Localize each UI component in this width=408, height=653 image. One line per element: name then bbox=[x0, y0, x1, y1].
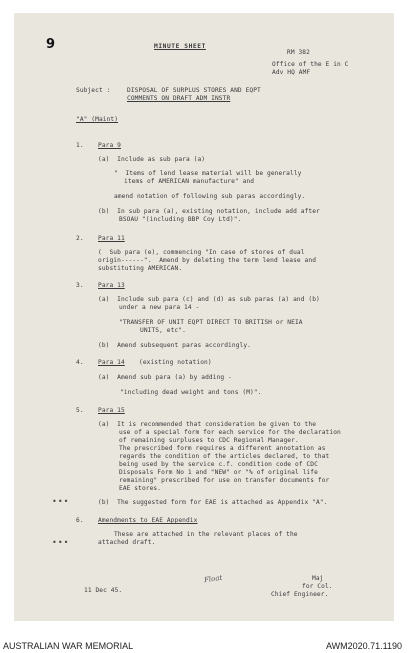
item-heading: Para 11 bbox=[98, 235, 125, 242]
body-line: (a) Amend sub para (a) by adding - bbox=[98, 374, 232, 381]
subject-line-2: COMMENTS ON DRAFT ADM INSTR bbox=[127, 95, 231, 102]
item-number: 6. bbox=[76, 517, 84, 524]
body-line: ( Sub para (e), commencing "In case of stores of dual bbox=[98, 249, 305, 256]
punch-hole-mark: 9 bbox=[46, 37, 56, 52]
body-line: UNITS, etc". bbox=[140, 327, 186, 334]
item-number: 2. bbox=[76, 235, 84, 242]
body-line: items of AMERICAN manufacture" and bbox=[124, 178, 255, 185]
item-number: 3. bbox=[76, 282, 84, 289]
body-line: "TRANSFER OF UNIT EQPT DIRECT TO BRITISH or NEIA bbox=[119, 319, 303, 326]
body-line: regards the condition of the articles declared, to that bbox=[119, 453, 330, 460]
body-line: under a new para 14 - bbox=[119, 304, 200, 311]
office-line-1: Office of the E in C bbox=[272, 61, 349, 68]
office-line-2: Adv HQ AMF bbox=[272, 69, 311, 76]
handwritten-note: Float bbox=[203, 573, 223, 585]
body-line: Disposals Form No 1 and "NEW" or "% of original life bbox=[119, 469, 318, 476]
document-date: 11 Dec 45. bbox=[84, 587, 123, 594]
margin-mark: ••• bbox=[52, 497, 70, 506]
body-line: (a) Include sub para (c) and (d) as sub paras (a) and (b) bbox=[98, 296, 320, 303]
body-line: origin------". Amend by deleting the term lend lease and bbox=[98, 257, 317, 264]
body-line: substituting AMERICAN. bbox=[98, 265, 183, 272]
minute-sheet-title: MINUTE SHEET bbox=[154, 43, 206, 50]
reference-number: RM 382 bbox=[287, 49, 310, 56]
item-heading: Para 9 bbox=[98, 142, 121, 149]
body-line: (b) The suggested form for EAE is attached as Appendix "A". bbox=[98, 499, 328, 506]
body-line: (a) Include as sub para (a) bbox=[98, 156, 206, 163]
signature-rank: Maj bbox=[312, 575, 324, 582]
body-line: remaining" prescribed for use on transfer documents for bbox=[119, 477, 330, 484]
document-page bbox=[14, 13, 394, 621]
margin-mark: ••• bbox=[52, 538, 70, 547]
item-number: 4. bbox=[76, 359, 84, 366]
footer-institution: AUSTRALIAN WAR MEMORIAL bbox=[3, 641, 134, 651]
item-heading: Para 13 bbox=[98, 282, 125, 289]
signature-title: Chief Engineer. bbox=[271, 591, 329, 598]
item-number: 5. bbox=[76, 407, 84, 414]
body-line: (b) Amend subsequent paras accordingly. bbox=[98, 342, 252, 349]
body-line: of remaining surpluses to CDC Regional Manager. bbox=[119, 437, 299, 444]
subject-line-1: DISPOSAL OF SURPLUS STORES AND EQPT bbox=[127, 87, 261, 94]
body-line: "including dead weight and tons (M)". bbox=[120, 389, 262, 396]
body-line: being used by the service c.f. condition code of CDC bbox=[119, 461, 318, 468]
body-line: (b) In sub para (a), existing notation, include add after bbox=[98, 208, 320, 215]
item-heading-tail: (existing notation) bbox=[139, 359, 212, 366]
item-heading: Para 15 bbox=[98, 407, 125, 414]
body-line: These are attached in the relevant places of the bbox=[114, 531, 298, 538]
section-heading: "A" (Maint) bbox=[76, 116, 119, 123]
item-heading: Para 14 bbox=[98, 359, 125, 366]
body-line: (a) It is recommended that consideration be given to the bbox=[98, 421, 317, 428]
item-heading: Amendments to EAE Appendix bbox=[98, 517, 198, 524]
body-line: " Items of lend lease material will be generally bbox=[114, 170, 302, 177]
footer-accession-number: AWM2020.71.1190 bbox=[325, 641, 402, 651]
body-line: use of a special form for each service for the declaration bbox=[119, 429, 341, 436]
signature-for: for Col. bbox=[302, 583, 333, 590]
body-line: amend notation of following sub paras accordingly. bbox=[114, 193, 306, 200]
body-line: attached draft. bbox=[98, 539, 156, 546]
body-line: BSOAU "(including BBP Coy Ltd)". bbox=[119, 216, 242, 223]
body-line: EAE stores. bbox=[119, 485, 162, 492]
item-number: 1. bbox=[76, 142, 84, 149]
subject-label: Subject : bbox=[76, 87, 111, 94]
body-line: The prescribed form requires a different annotation as bbox=[119, 445, 326, 452]
archive-footer bbox=[0, 640, 408, 653]
